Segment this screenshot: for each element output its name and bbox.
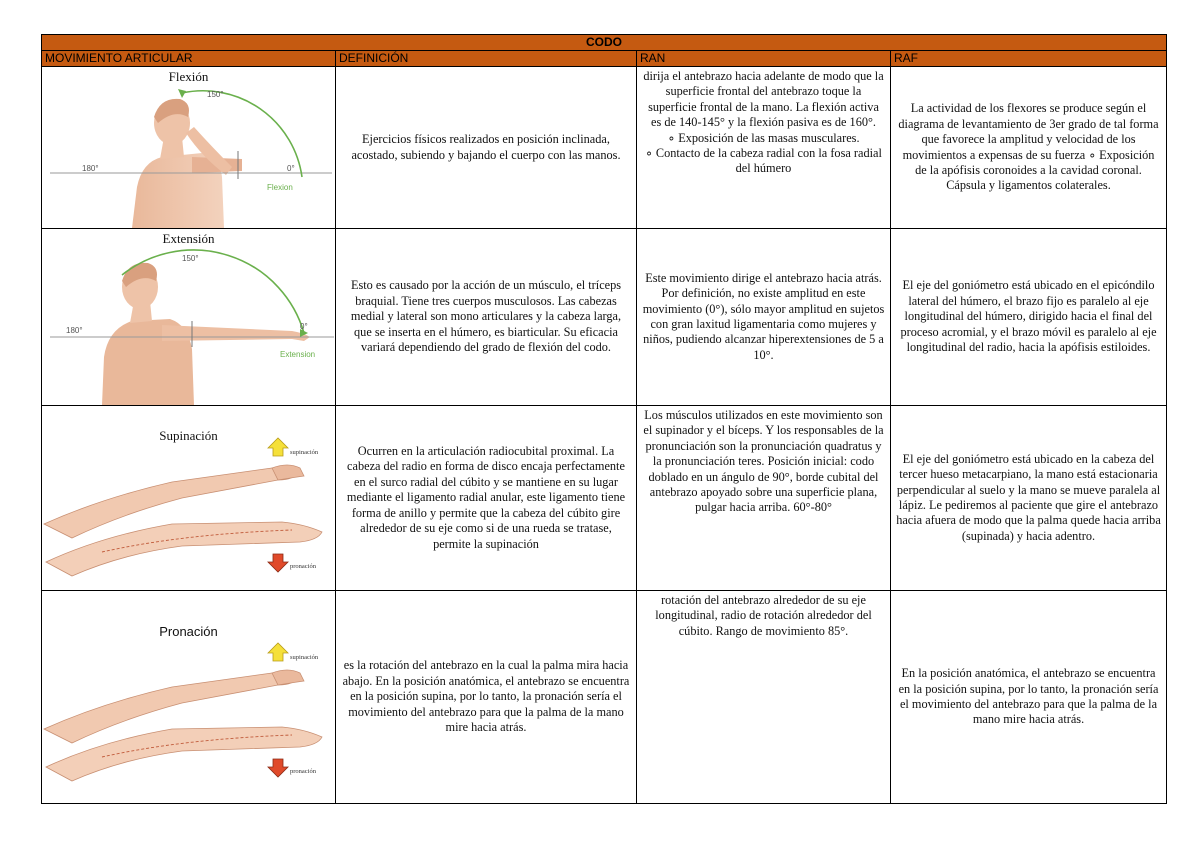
movement-label-extension: Extensión	[162, 231, 215, 246]
table-row	[42, 67, 1167, 229]
codo-table	[41, 34, 1167, 804]
header-definicion: DEFINICIÓN	[336, 51, 637, 67]
pronation-illustration-cell	[42, 591, 336, 804]
ran-extension: Este movimiento dirige el antebrazo hacia atrás. Por definición, no existe amplitud en este movimiento (0°), sólo mayor amplitud en sujetos con gran laxitud ligamentaria como mujeres y niños, pudiendo alcanzar hiperextensiones de 5 a 10°.	[637, 229, 891, 406]
flexion-illustration-cell	[42, 67, 336, 229]
header-ran: RAN	[637, 51, 891, 67]
supination-label: supinación	[290, 449, 319, 456]
extension-right-label: 0°	[300, 322, 308, 331]
flexion-angle-label: 150°	[207, 90, 224, 99]
movement-label-flexion: Flexión	[168, 69, 209, 84]
pronation-arrow-icon	[268, 554, 288, 572]
raf-supination: El eje del goniómetro está ubicado en la cabeza del tercer hueso metacarpiano, la mano está estacionaria perpendicular al suelo y la mano se mueve paralela al lápiz. Le pediremos al paciente que gire el antebrazo hacia afuera de modo que la palma quede hacia arriba (supinada) y hacia adentro.	[891, 406, 1167, 591]
pronation-arrow-icon	[268, 759, 288, 777]
flexion-right-label: 0°	[287, 164, 295, 173]
raf-extension: El eje del goniómetro está ubicado en el epicóndilo lateral del húmero, el brazo fijo es paralelo al eje longitudinal del húmero, dirigido hacia el final del proceso acromial, y el brazo móvil es paralelo al eje longitudinal del radio, hacia la apófisis estiloides.	[891, 229, 1167, 406]
raf-pronation: En la posición anatómica, el antebrazo se encuentra en la posición supina, por lo tanto, la pronación sería el movimiento del antebrazo para que la palma de la mano mire hacia atrás.	[891, 591, 1167, 804]
ran-supination: Los músculos utilizados en este movimiento son el supinador y el bíceps. Y los responsables de la pronunciación son la pronunciación quadratus y la pronunciación teres. Posición inicial: codo doblado en un ángulo de 90°, borde cubital del antebrazo apoyado sobre una superficie plana, pulgar hacia arriba. 60°-80°	[637, 406, 891, 591]
table-row	[42, 591, 1167, 804]
header-raf: RAF	[891, 51, 1167, 67]
raf-flexion: La actividad de los flexores se produce según el diagrama de levantamiento de 3er grado de tal forma que favorece la amplitud y velocidad de los movimientos a expensas de su fuerza ∘ Exposición de la apófisis coronoides a la cavidad coronal. Cápsula y ligamentos colaterales.	[891, 67, 1167, 229]
extension-angle-label: 150°	[182, 254, 199, 263]
extension-illustration	[42, 229, 336, 405]
supination-arrow-icon	[268, 643, 288, 661]
header-movimiento: MOVIMIENTO ARTICULAR	[42, 51, 336, 67]
pronation-label: pronación	[290, 563, 316, 570]
table-title: CODO	[42, 35, 1167, 51]
flexion-motion-label: Flexion	[267, 183, 293, 192]
movement-label-supination: Supinación	[159, 428, 218, 443]
supination-label: supinación	[290, 654, 319, 661]
ran-pronation: rotación del antebrazo alrededor de su eje longitudinal, radio de rotación alrededor del cúbito. Rango de movimiento 85°.	[637, 591, 891, 804]
flexion-left-label: 180°	[82, 164, 99, 173]
flexion-illustration	[42, 67, 336, 228]
definition-extension: Esto es causado por la acción de un músculo, el tríceps braquial. Tiene tres cuerpos musculosos. Las cabezas medial y lateral son mono articulares y la cabeza larga, que se inserta en el húmero, es biarticular. Su eficacia variará dependiendo del grado de flexión del codo.	[336, 229, 637, 406]
movement-label-pronation: Pronación	[159, 624, 218, 639]
supination-illustration-cell	[42, 406, 336, 591]
definition-flexion: Ejercicios físicos realizados en posición inclinada, acostado, subiendo y bajando el cuerpo con las manos.	[336, 67, 637, 229]
ran-flexion: dirija el antebrazo hacia adelante de modo que la superficie frontal del antebrazo toque la superficie frontal de la mano. La flexión activa es de 140-145° y la flexión pasiva es de 160°. ∘ Exposición de las masas musculares. ∘ Contacto de la cabeza radial con la fosa radial del húmero	[637, 67, 891, 229]
extension-motion-label: Extension	[280, 350, 316, 359]
table-row	[42, 406, 1167, 591]
definition-supination: Ocurren en la articulación radiocubital proximal. La cabeza del radio en forma de disco encaja perfectamente en el surco radial del cúbito y se mantiene en su lugar mediante el ligamento radial anular, este ligamento tiene forma de anillo y permite que la cabeza del cúbito gire alrededor de su eje como si de una rueda se tratase, permite la supinación	[336, 406, 637, 591]
extension-illustration-cell	[42, 229, 336, 406]
pronation-illustration	[42, 591, 336, 803]
definition-pronation: es la rotación del antebrazo en la cual la palma mira hacia abajo. En la posición anatómica, el antebrazo se encuentra en la posición supina, por lo tanto, la pronación sería el movimiento del antebrazo para que la palma de la mano mire hacia atrás.	[336, 591, 637, 804]
extension-left-label: 180°	[66, 326, 83, 335]
pronation-label: pronación	[290, 768, 316, 775]
table-row	[42, 229, 1167, 406]
